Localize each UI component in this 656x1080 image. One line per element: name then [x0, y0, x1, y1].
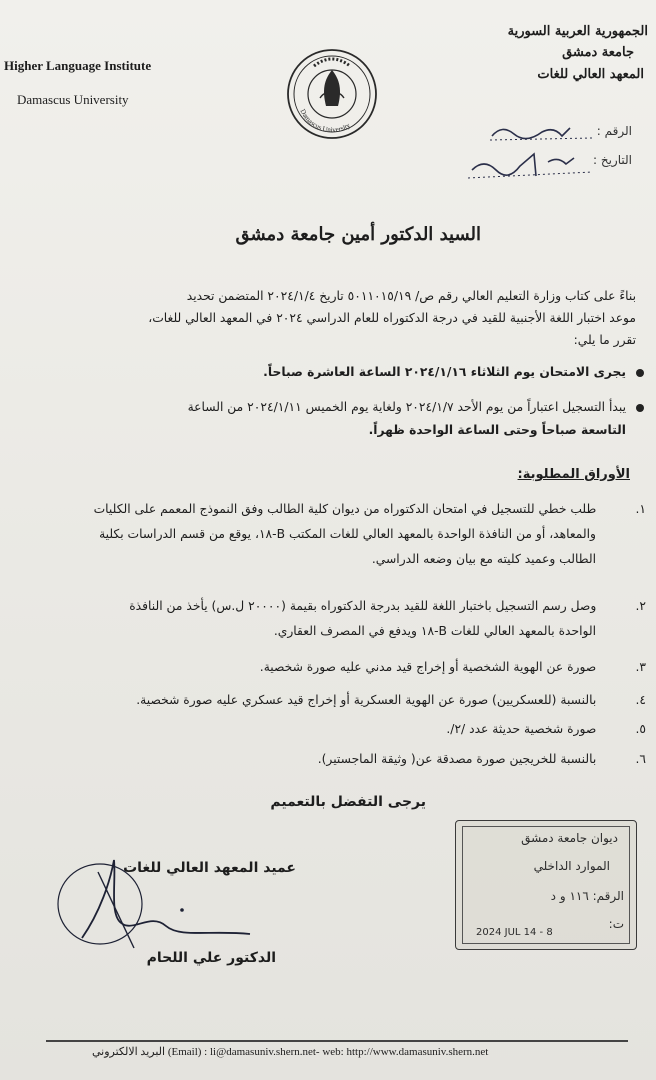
- requirement-item: [16, 747, 646, 772]
- requirement-number: .٢: [635, 599, 646, 613]
- requirement-text: طلب خطي للتسجيل في امتحان الدكتوراه من ديوان كلية الطالب وفق النموذج المعمم على الكليات: [93, 502, 597, 516]
- reference-number-label: الرقم :: [596, 124, 632, 138]
- stamp-department: الموارد الداخلي: [533, 859, 610, 873]
- requirement-text: صورة شخصية حديثة عدد /٢/.: [446, 722, 597, 736]
- requirements-title: الأوراق المطلوبة:: [517, 467, 630, 482]
- requirement-number: .١: [635, 502, 646, 516]
- dean-name: الدكتور علي اللحام: [146, 950, 276, 966]
- intro-line-1: بناءً على كتاب وزارة التعليم العالي رقم ص/ ٥٠١١٠١٥/١٩ تاريخ ٢٠٢٤/١/٤ المتضمن تحديد: [186, 289, 636, 303]
- footer-contact: [92, 1045, 488, 1058]
- requirement-item: [16, 655, 646, 680]
- reference-date-label: التاريخ :: [592, 153, 632, 167]
- footer-email-web: (Email) : li@damasuniv.shern.net- web: http://www.damasuniv.shern.net: [167, 1046, 489, 1058]
- bullet-text-continued: التاسعة صباحاً وحتى الساعة الواحدة ظهراً.: [368, 423, 626, 437]
- bullet-dot-icon: [636, 369, 644, 377]
- decision-bullet: [24, 361, 644, 384]
- requirement-text-continued: والمعاهد، أو من النافذة الواحدة بالمعهد العالي للغات المكتب B-١٨، يوقع من قسم الدراسات بكلية: [99, 527, 596, 541]
- requirement-item: [16, 688, 646, 713]
- requirement-number: .٣: [635, 660, 646, 674]
- handwritten-reference-mark: [462, 116, 612, 186]
- decision-bullet: [24, 396, 644, 442]
- university-seal-logo: [284, 46, 380, 142]
- bullet-text: يبدأ التسجيل اعتباراً من يوم الأحد ٢٠٢٤/١/٧ ولغاية يوم الخميس ٢٠٢٤/١/١١ من الساعة: [187, 400, 626, 414]
- requirement-number: .٦: [635, 752, 646, 766]
- requirement-text-continued: الطالب وعميد كليته مع بيان وضعه الدراسي.: [371, 552, 596, 566]
- intro-line-3: تقرر ما يلي:: [573, 333, 636, 347]
- republic-name-ar: الجمهورية العربية السورية: [507, 24, 648, 39]
- stamp-date: 2024 JUL 14 - 8: [476, 927, 553, 938]
- requirement-item: [16, 594, 646, 644]
- incoming-registry-stamp: [455, 820, 637, 950]
- stamp-office-name: ديوان جامعة دمشق: [521, 831, 618, 845]
- university-name-en: Damascus University: [17, 92, 129, 107]
- footer-email-label: البريد الالكتروني: [92, 1046, 166, 1058]
- intro-paragraph: [26, 285, 636, 351]
- institute-name-en: Higher Language Institute: [4, 58, 152, 73]
- requirement-number: .٤: [635, 693, 646, 707]
- requirement-text: بالنسبة للخريجين صورة مصدقة عن( وثيقة الماجستير).: [317, 752, 597, 766]
- seal-caption: Damascus University: [298, 107, 352, 135]
- closing-line: يرجى التفضل بالتعميم: [270, 794, 426, 810]
- stamp-date-label: ت:: [608, 917, 624, 931]
- requirement-text: بالنسبة (للعسكريين) صورة عن الهوية العسكرية أو إخراج قيد عسكري عليه صورة شخصية.: [136, 693, 597, 707]
- handwritten-signature: [40, 852, 260, 962]
- intro-line-2: موعد اختبار اللغة الأجنبية للقيد في درجة الدكتوراه للعام الدراسي ٢٠٢٤ في المعهد العالي للغات،: [148, 311, 636, 325]
- footer-divider: [46, 1040, 628, 1042]
- requirement-item: [16, 717, 646, 742]
- requirement-text: صورة عن الهوية الشخصية أو إخراج قيد مدني عليه صورة شخصية.: [259, 660, 597, 674]
- requirement-number: .٥: [635, 722, 646, 736]
- dean-title: عميد المعهد العالي للغات: [123, 860, 296, 876]
- requirement-text: وصل رسم التسجيل باختبار اللغة للقيد بدرجة الدكتوراه بقيمة (٢٠٠٠٠ ل.س) يأخذ من النافذة: [129, 599, 597, 613]
- requirement-text-continued: الواحدة بالمعهد العالي للغات B-١٨ ويدفع في المصرف العقاري.: [273, 624, 596, 638]
- bullet-text: يجرى الامتحان يوم الثلاثاء ٢٠٢٤/١/١٦ الساعة العاشرة صباحاً.: [263, 365, 626, 379]
- institute-name-ar: المعهد العالي للغات: [537, 67, 644, 82]
- stamp-number: الرقم: ١١٦ و د: [550, 889, 624, 903]
- salutation-heading: السيد الدكتور أمين جامعة دمشق: [235, 224, 481, 245]
- university-name-ar: جامعة دمشق: [562, 45, 634, 60]
- bullet-dot-icon: [636, 404, 644, 412]
- requirement-item: [16, 497, 646, 572]
